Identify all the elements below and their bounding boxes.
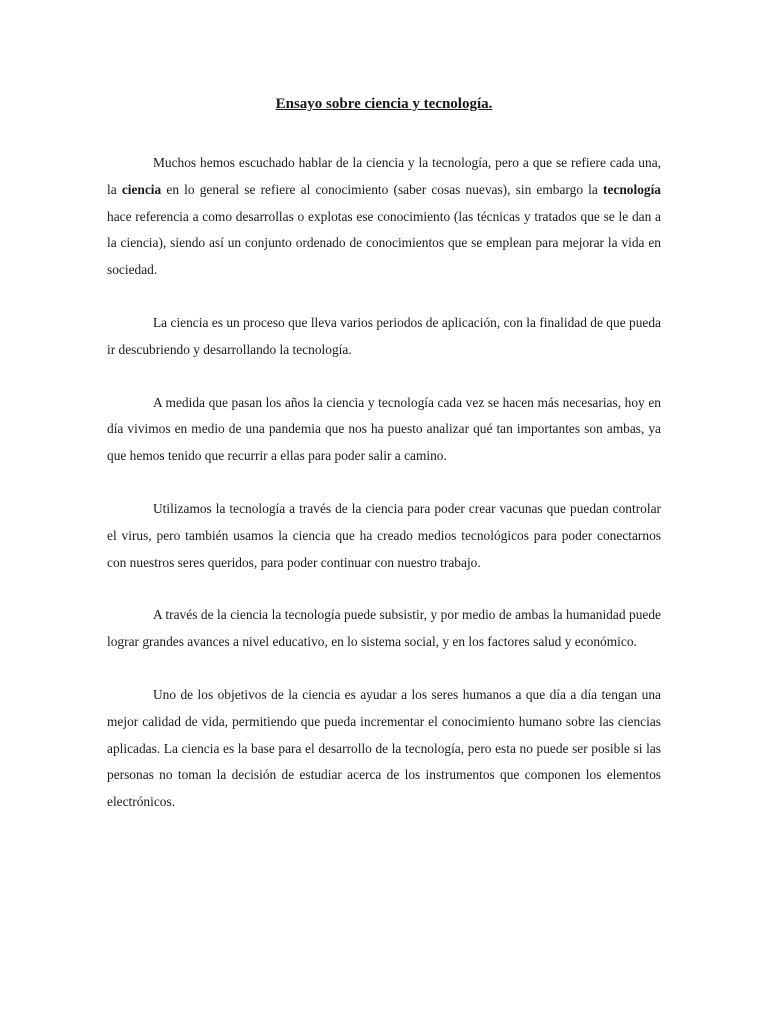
text-run: Uno de los objetivos de la ciencia es ayudar a los seres humanos a que día a día tengan una mejor calidad de vida, permitiendo que pueda incrementar el conocimiento humano sobre las ciencias aplicadas. La ciencia es la base para el desarrollo de la tecnología, pero esta no puede ser posible si las personas no toman la decisión de estudiar acerca de los instrumentos que componen los elementos electrónicos. [107, 686, 661, 810]
paragraph [107, 150, 661, 284]
text-run: A medida que pasan los años la ciencia y tecnología cada vez se hacen más necesarias, hoy en día vivimos en medio de una pandemia que nos ha puesto analizar qué tan importantes son ambas, ya que hemos tenido que recurrir a ellas para poder salir a camino. [107, 394, 661, 464]
text-run: A través de la ciencia la tecnología puede subsistir, y por medio de ambas la humanidad puede lograr grandes avances a nivel educativo, en lo sistema social, y en los factores salud y económico. [107, 607, 661, 650]
text-run: La ciencia es un proceso que lleva varios periodos de aplicación, con la finalidad de que pueda ir descubriendo y desarrollando la tecnología. [107, 314, 661, 357]
paragraph [107, 602, 661, 656]
text-run: Muchos hemos escuchado hablar de la ciencia y la tecnología, pero a que se refiere cada una, la [107, 155, 661, 197]
text-run: en lo general se refiere al conocimiento (saber cosas nuevas), sin embargo la [161, 181, 603, 197]
text-run: Utilizamos la tecnología a través de la ciencia para poder crear vacunas que puedan controlar el virus, pero también usamos la ciencia que ha creado medios tecnológicos para poder conectarnos con nuestros seres queridos, para poder continuar con nuestro trabajo. [107, 500, 661, 570]
paragraph [107, 682, 661, 816]
paragraph [107, 496, 661, 576]
document-body [107, 150, 661, 842]
text-run: hace referencia a como desarrollas o explotas ese conocimiento (las técnicas y tratados que se le dan a la ciencia), siendo así un conjunto ordenado de conocimientos que se emplean para mejorar la vida en sociedad. [107, 208, 661, 278]
document-title: Ensayo sobre ciencia y tecnología. [275, 96, 493, 112]
bold-term: tecnología [602, 181, 661, 197]
bold-term: ciencia [121, 181, 162, 197]
paragraph [107, 310, 661, 364]
paragraph [107, 390, 661, 470]
